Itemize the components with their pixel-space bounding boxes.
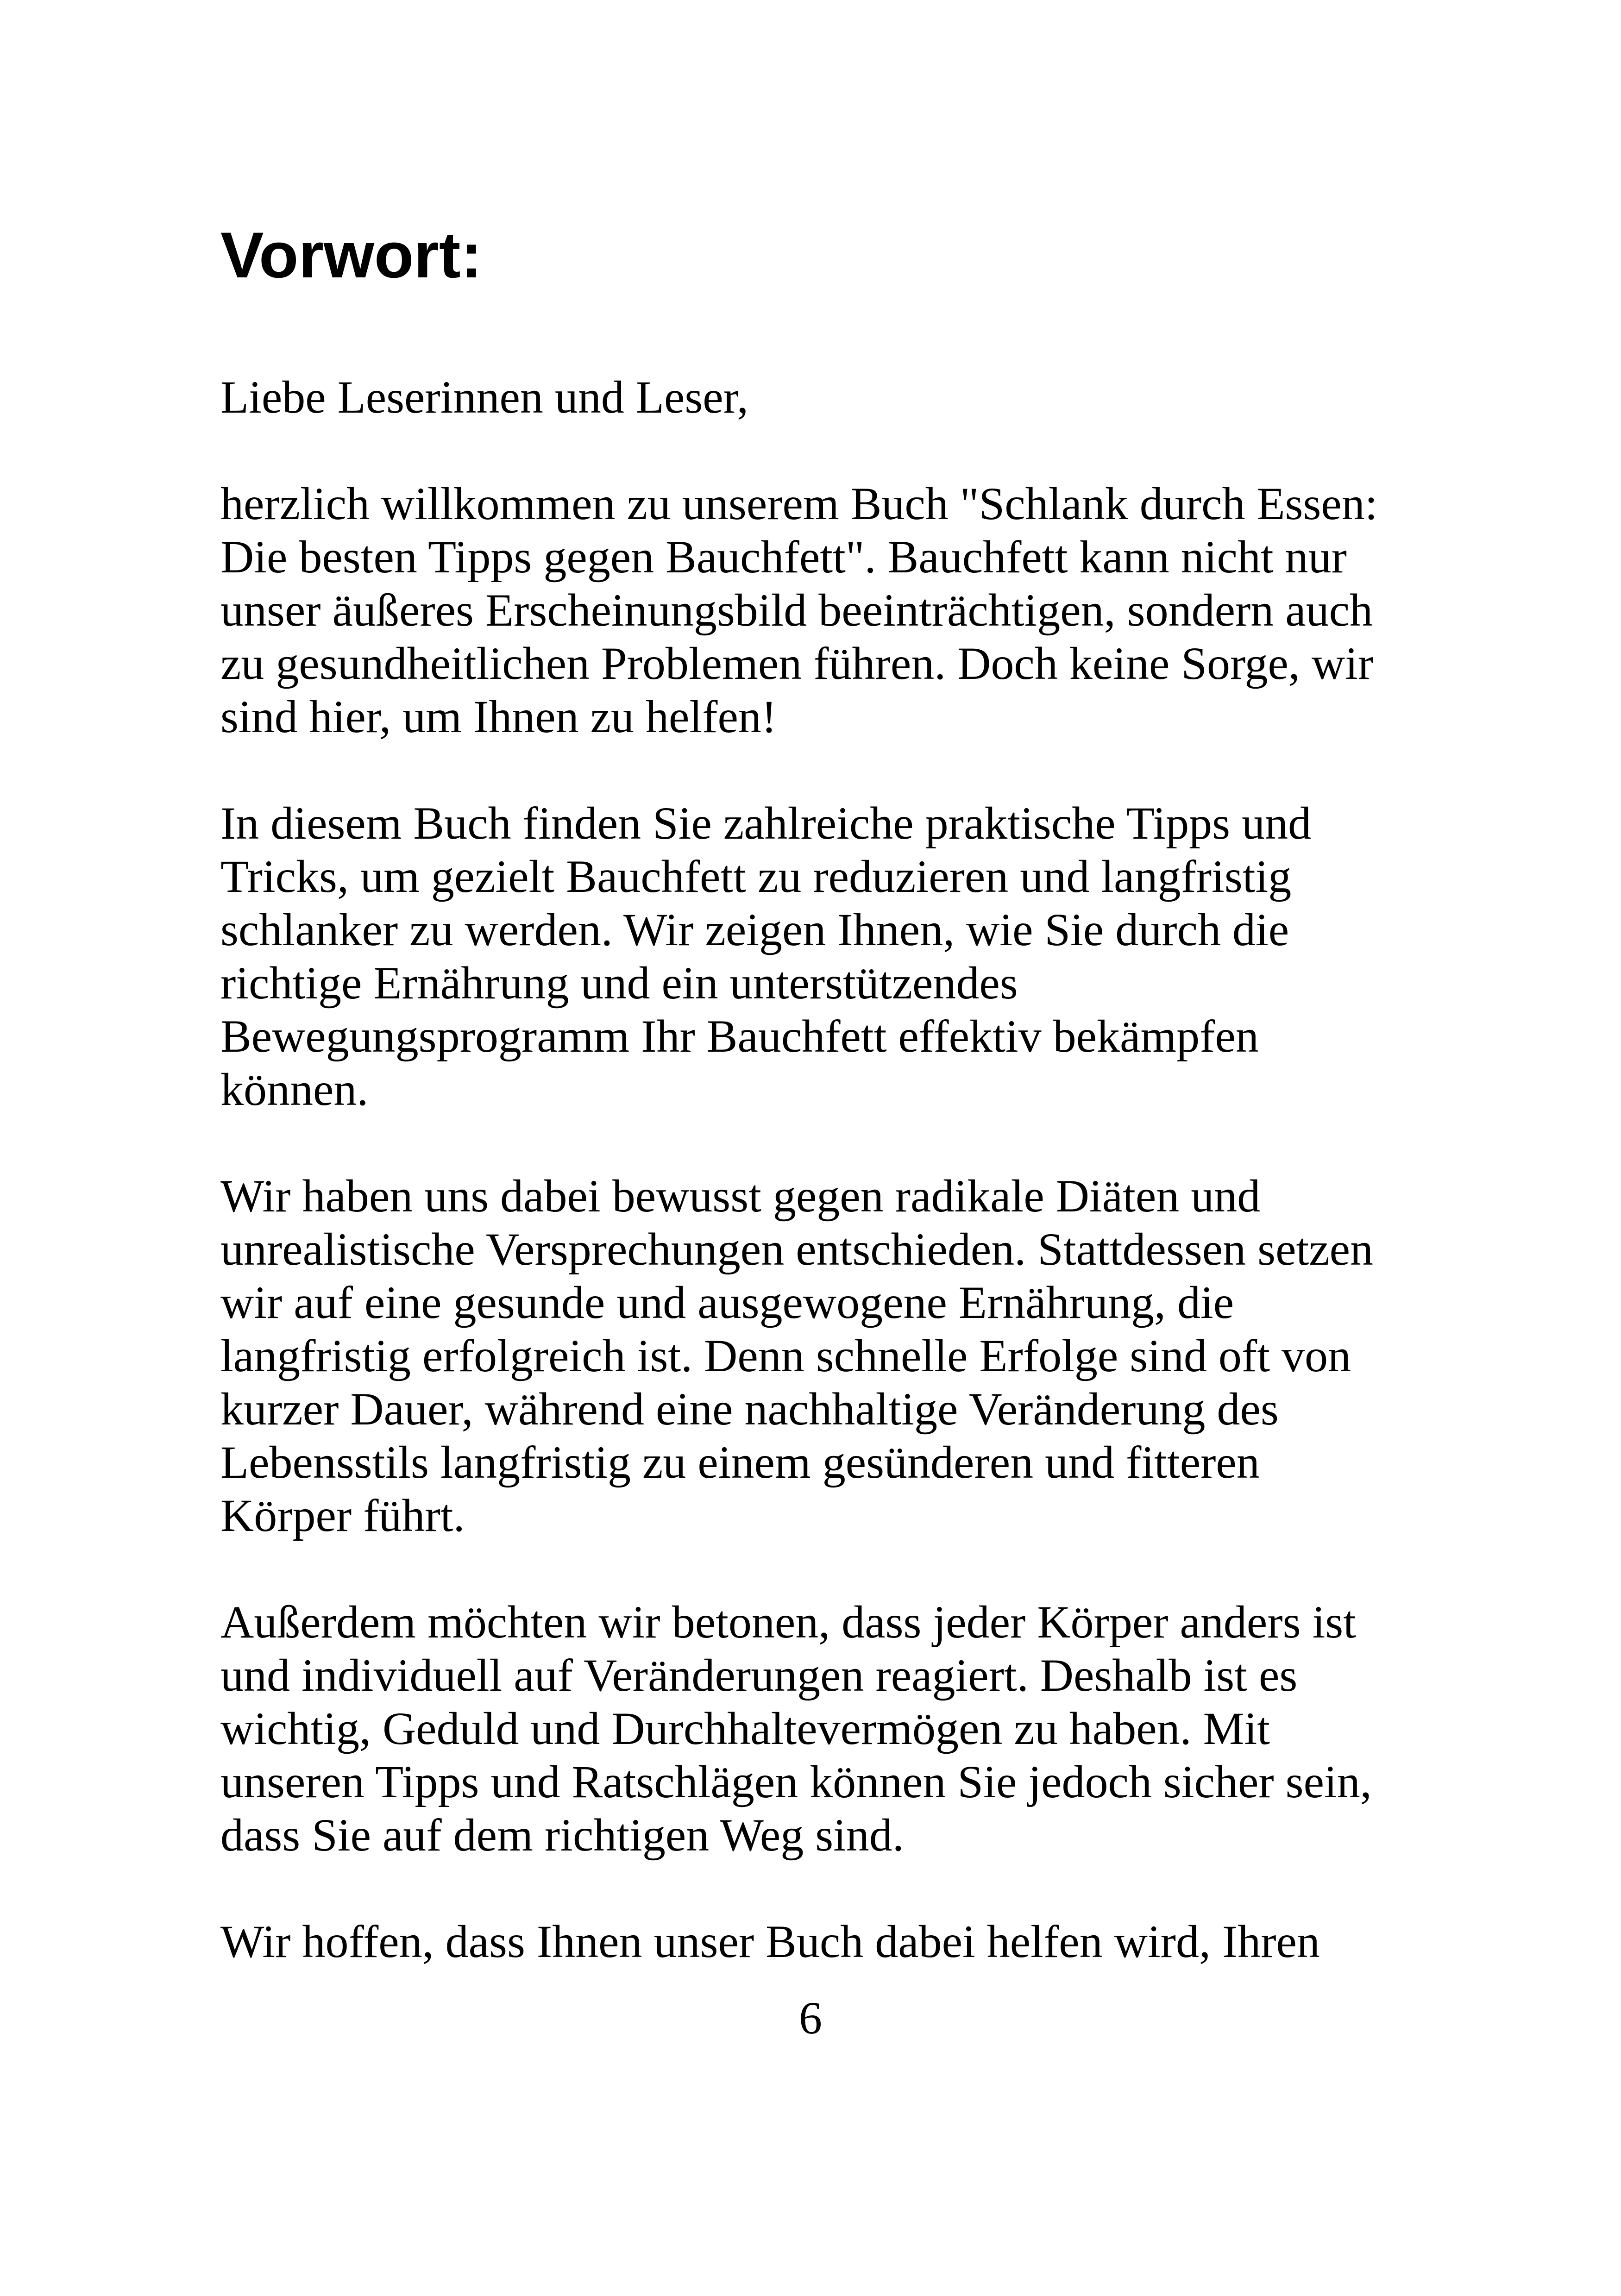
- paragraph-closing: Wir hoffen, dass Ihnen unser Buch dabei helfen wird, Ihren: [220, 1916, 1320, 1967]
- paragraph-contents: In diesem Buch finden Sie zahlreiche praktische Tipps und Tricks, um gezielt Bauchfett zu reduzieren und langfristig schlanker zu werden. Wir zeigen Ihnen, wie Sie durch die richtige Ernährung und ein unterstützendes Bewegungsprogramm Ihr Bauchfett effektiv bekämpfen können.: [220, 797, 1312, 1115]
- paragraph-individuality: Außerdem möchten wir betonen, dass jeder Körper anders ist und individuell auf Veränderungen reagiert. Deshalb ist es wichtig, Geduld und Durchhaltevermögen zu haben. Mit unseren Tipps und Ratschlägen können Sie jedoch sicher sein, dass Sie auf dem richtigen Weg sind.: [220, 1596, 1372, 1861]
- body-text: [220, 370, 1434, 1968]
- page-number: 6: [799, 1992, 822, 2044]
- page-heading: Vorwort:: [220, 219, 483, 291]
- paragraph-welcome: herzlich willkommen zu unserem Buch "Schlank durch Essen: Die besten Tipps gegen Bauchfett". Bauchfett kann nicht nur unser äußeres Erscheinungsbild beeinträchtigen, sondern auch zu gesundheitlichen Problemen führen. Doch keine Sorge, wir sind hier, um Ihnen zu helfen!: [220, 478, 1378, 742]
- paragraph-approach: Wir haben uns dabei bewusst gegen radikale Diäten und unrealistische Versprechungen entschieden. Stattdessen setzen wir auf eine gesunde und ausgewogene Ernährung, die langfristig erfolgreich ist. Denn schnelle Erfolge sind oft von kurzer Dauer, während eine nachhaltige Veränderung des Lebensstils langfristig zu einem gesünderen und fitteren Körper führt.: [220, 1170, 1374, 1541]
- salutation: Liebe Leserinnen und Leser,: [220, 371, 748, 423]
